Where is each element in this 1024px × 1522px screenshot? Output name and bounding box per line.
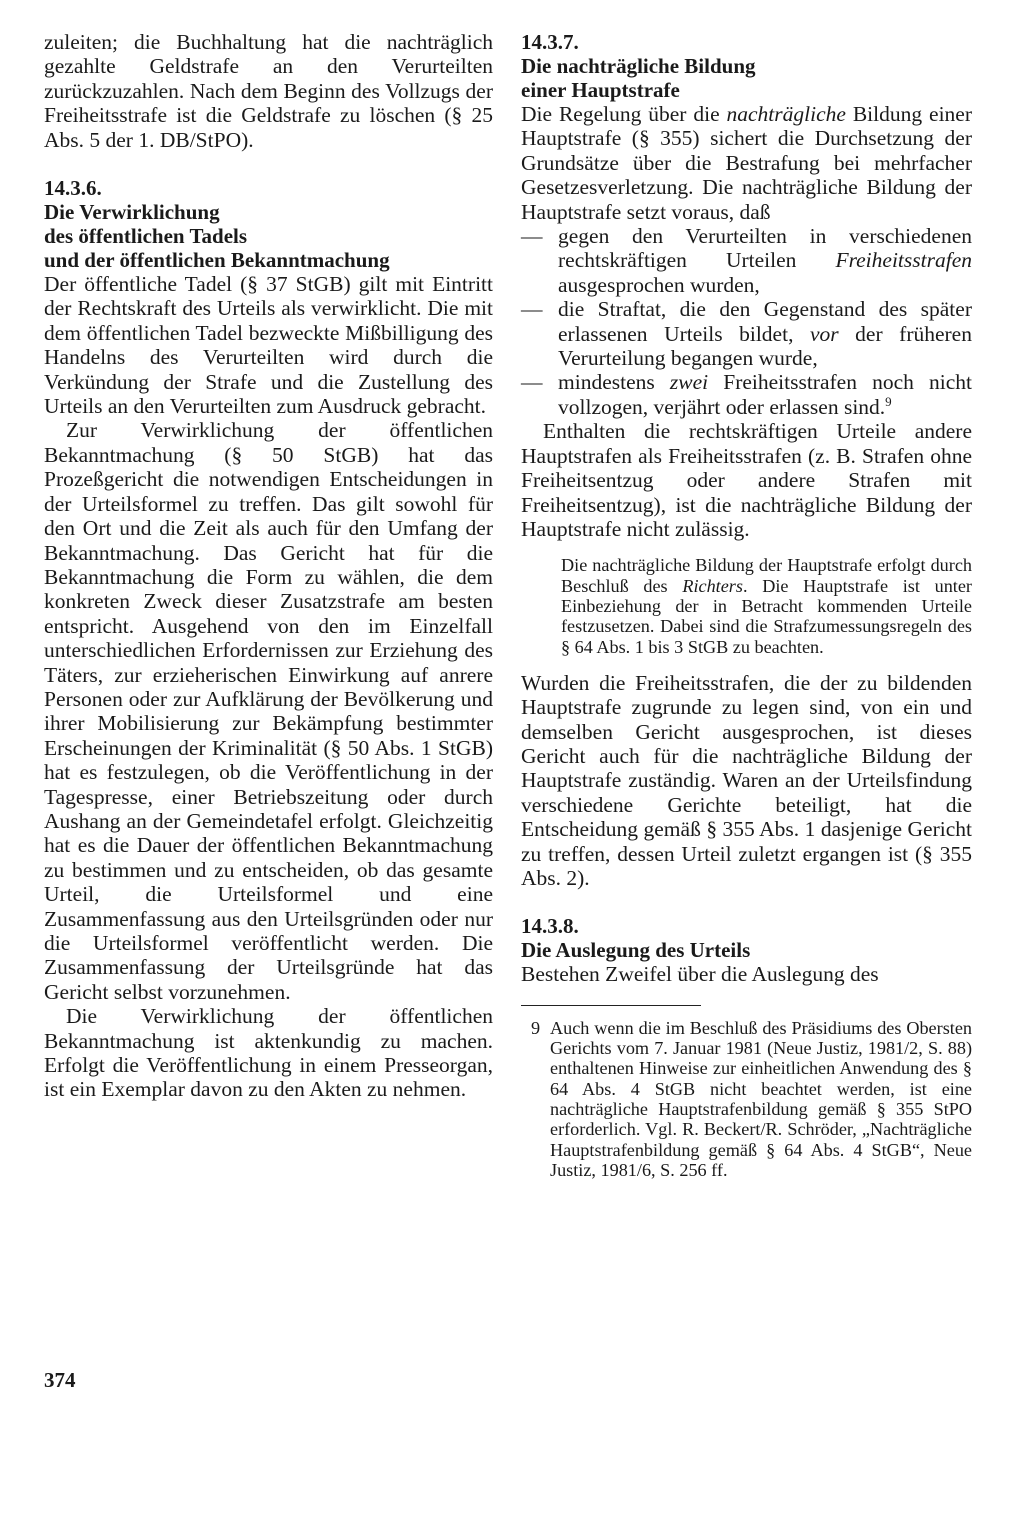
section-number: 14.3.6. (44, 176, 102, 201)
section-title-line-1: Die nachträgliche Bildung (521, 54, 756, 78)
list-item: — mindestens zwei Freiheitsstrafen noch nicht vollzogen, verjährt oder erlassen sind.$^9$ (521, 370, 972, 419)
prerequisites-list (521, 224, 972, 419)
paragraph-andere-hauptstrafen: Enthalten die rechtskräftigen Urteile andere Hauptstrafen als Freiheitsstrafen (z. B. Strafen ohne Freiheitsentzug oder andere Strafen mit Freiheitsentzug), ist die nachträgliche Bildung der Hauptstrafe nicht zulässig. (521, 419, 972, 541)
footnote-9 (521, 1018, 972, 1180)
paragraph-geldstrafe: zuleiten; die Buchhaltung hat die nachträglich gezahlte Geldstrafe an den Verurteilten zurückzuzahlen. Nach dem Beginn des Vollzugs der Freiheitsstrafe ist die Geldstrafe zu löschen (§ 25 Abs. 5 der 1. DB/StPO). (44, 30, 493, 152)
footnote-divider (521, 1005, 701, 1006)
page-number: 374 (44, 1368, 76, 1392)
section-number: 14.3.7. (521, 30, 579, 54)
list-item: — gegen den Verurteilten in verschiedenen rechtskräftigen Urteilen Freiheitsstrafen ausgesprochen wurden, (521, 224, 972, 297)
left-column (44, 30, 493, 1102)
section-title: Die Auslegung des Urteils (521, 938, 751, 963)
section-14-3-7 (521, 30, 972, 102)
section-14-3-8 (521, 914, 972, 962)
paragraph-auslegung: Bestehen Zweifel über die Auslegung des (521, 962, 879, 987)
section-title-line-1: Die Verwirklichung (44, 200, 220, 225)
small-print-note: Die nachträgliche Bildung der Hauptstrafe erfolgt durch Beschluß des Richters. Die Hauptstrafe ist unter Einbeziehung der in Betracht kommenden Urteile festzusetzen. Dabei sind die Strafzumessungsregeln des § 64 Abs. 1 bis 3 StGB zu beachten. (561, 555, 972, 657)
section-title-line-2: des öffentlichen Tadels (44, 224, 248, 249)
paragraph-aktenkundig: Die Verwirklichung der öffentlichen Bekanntmachung ist aktenkundig zu machen. Erfolgt die Veröffentlichung in einem Presseorgan, ist ein Exemplar davon zu den Akten zu nehmen. (44, 1004, 493, 1102)
paragraph-bekanntmachung: Zur Verwirklichung der öffentlichen Bekanntmachung (§ 50 StGB) hat das Prozeßgericht die notwendigen Entscheidungen in der Urteilsformel zu treffen. Das gilt sowohl für den Ort und die Zeit als auch für den Umfang der Bekanntmachung. Das Gericht hat für die Bekanntmachung die Form zu wählen, die dem konkreten Zweck dieser Zusatzstrafe am besten entspricht. Ausgehend von den im Einzelfall unterschiedlichen Erfordernissen zur Erziehung des Täters, zur erzieherischen Einwirkung auf anrere Personen oder zur Aufklärung der Bevölkerung und ihrer Mobilisierung zur Bekämpfung bestimmter Erscheinungen der Kriminalität (§ 50 Abs. 1 StGB) hat es festzulegen, ob die Veröffentlichung in der Tagespresse, einer Betriebszeitung oder durch Aushang an der Gemeindetafel erfolgt. Gleichzeitig hat es die Dauer der öffentlichen Bekanntmachung zu bestimmen und zu entscheiden, ob das gesamte Urteil, die Urteilsformel und eine Zusammenfassung aus den Urteilsgründen oder nur die Urteilsformel veröffentlicht werden. Die Zusammenfassung der Urteilsgründe hat das Gericht selbst vorzunehmen. (44, 418, 493, 1004)
paragraph-oeffentlicher-tadel: Der öffentliche Tadel (§ 37 StGB) gilt mit Eintritt der Rechtskraft des Urteils als verwirklicht. Die mit dem öffentlichen Tadel bezweckte Mißbilligung des Handelns des Verurteilten wird durch die Verkündung der Strafe und die Zustellung des Urteils an den Verurteilten zum Ausdruck gebracht. (44, 272, 493, 419)
footnote-text: Auch wenn die im Beschluß des Präsidiums des Obersten Gerichts vom 7. Januar 1981 (Neue Justiz, 1981/2, S. 88) enthaltenen Hinweise zur einheitlichen Anwendung des § 64 Abs. 4 StGB nicht beachtet werden, ist eine nachträgliche Hauptstrafenbildung gemäß § 355 StPO erforderlich. Vgl. R. Beckert/R. Schröder, „Nachträgliche Hauptstrafenbildung gemäß § 64 Abs. 4 StGB“, Neue Justiz, 1981/6, S. 256 ff. (550, 1017, 972, 1180)
paragraph-zustaendigkeit: Wurden die Freiheitsstrafen, die der zu bildenden Hauptstrafe zugrunde zu legen sind, von ein und demselben Gericht ausgesprochen, ist dieses Gericht auch für die nachträgliche Bildung der Hauptstrafe zuständig. Waren an der Urteilsfindung verschiedene Gerichte beteiligt, hat die Entscheidung gemäß § 355 Abs. 1 dasjenige Gericht zu treffen, dessen Urteil zuletzt ergangen ist (§ 355 Abs. 2). (521, 670, 972, 891)
list-item: — die Straftat, die den Gegenstand des später erlassenen Urteils bildet, vor der früheren Verurteilung begangen wurde, (521, 297, 972, 370)
footnote-reference: 9 (885, 393, 892, 409)
footnote-number: 9 (531, 1017, 541, 1038)
paragraph-regelung: Die Regelung über die nachträgliche Bildung einer Hauptstrafe (§ 355) sichert die Durchsetzung der Grundsätze über die Bestrafung bei mehrfacher Gesetzesverletzung. Die nachträgliche Bildung der Hauptstrafe setzt voraus, daß (521, 102, 972, 224)
section-14-3-6 (44, 176, 493, 272)
section-title-line-3: und der öffentlichen Bekanntmachung (44, 248, 390, 273)
section-title-line-2: einer Hauptstrafe (521, 78, 680, 102)
section-number: 14.3.8. (521, 914, 579, 939)
right-column (521, 30, 972, 1180)
